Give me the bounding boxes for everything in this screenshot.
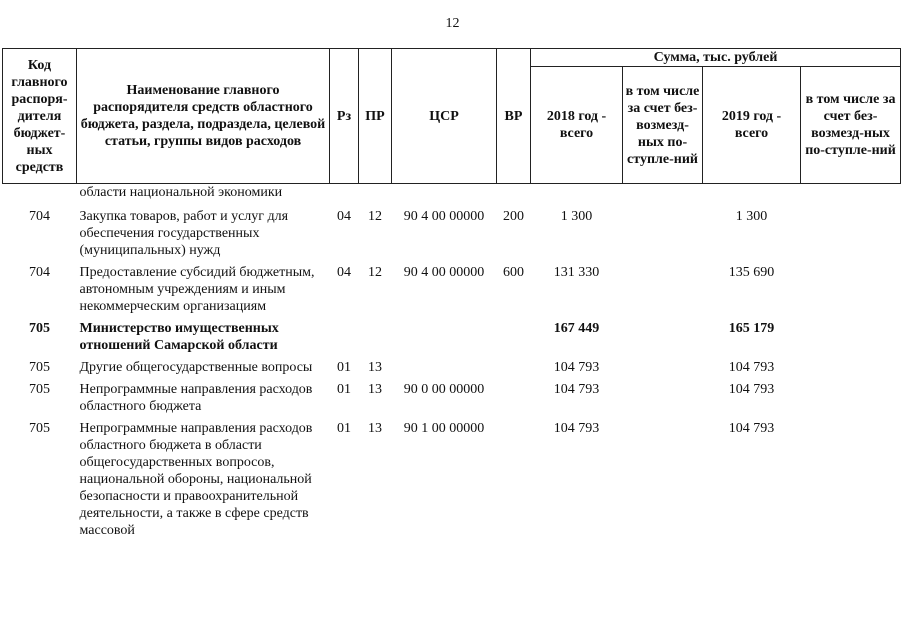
header-name: Наименование главного распорядителя средств областного бюджета, раздела, подраздела, целевой статьи, группы видов расходов <box>77 49 330 184</box>
cell-rz: 04 <box>337 265 351 280</box>
cell-2019-free <box>801 376 901 415</box>
header-code: Код главного распоря-дителя бюджет-ных средств <box>3 49 77 184</box>
cell-csr: 90 4 00 00000 <box>403 209 485 224</box>
cell-rz: 04 <box>337 209 351 224</box>
cell-name: Другие общегосударственные вопросы <box>79 360 313 375</box>
header-2018-free: в том числе за счет без-возмезд-ных по-ступле-ний <box>623 67 703 184</box>
cell-pr: 12 <box>368 265 382 280</box>
cell-name: Непрограммные направления расходов областного бюджета <box>79 382 313 414</box>
header-csr: ЦСР <box>392 49 497 184</box>
table-header <box>3 49 901 184</box>
cell-csr <box>392 184 497 202</box>
cell-2019-free <box>801 315 901 354</box>
cell-2018-free <box>623 315 703 354</box>
cell-2018-free <box>623 354 703 376</box>
cell-name: Закупка товаров, работ и услуг для обеспечения государственных (муниципальных) нужд <box>79 209 289 258</box>
cell-2019-free <box>801 354 901 376</box>
header-sum: Сумма, тыс. рублей <box>531 49 901 67</box>
cell-code <box>3 184 77 202</box>
table-row <box>3 259 901 315</box>
cell-vr <box>497 184 531 202</box>
cell-2019-total: 1 300 <box>735 209 768 224</box>
cell-vr <box>497 376 531 415</box>
cell-vr: 200 <box>503 209 524 224</box>
cell-2018-free <box>623 259 703 315</box>
cell-name: области национальной экономики <box>79 185 283 200</box>
cell-2018-total: 104 793 <box>553 382 600 397</box>
cell-csr: 90 0 00 00000 <box>403 382 485 397</box>
cell-csr: 90 4 00 00000 <box>403 265 485 280</box>
cell-2018-total <box>531 184 623 202</box>
cell-csr <box>392 315 497 354</box>
cell-rz: 01 <box>337 382 351 397</box>
header-2019-total: 2019 год - всего <box>703 67 801 184</box>
table-row <box>3 315 901 354</box>
cell-code: 705 <box>29 382 50 397</box>
cell-2018-total: 104 793 <box>553 421 600 436</box>
cell-rz <box>330 315 359 354</box>
header-2019-free: в том числе за счет без-возмезд-ных по-ступле-ний <box>801 67 901 184</box>
cell-name: Непрограммные направления расходов областного бюджета в области общегосударственных вопросов, национальной обороны, национальной безопасности и правоохранительной деятельности, а также в сфере средств массовой <box>79 421 313 538</box>
cell-vr <box>497 415 531 539</box>
cell-pr <box>359 315 392 354</box>
cell-2019-total: 104 793 <box>728 421 775 436</box>
cell-2018-free <box>623 184 703 202</box>
table-row <box>3 415 901 539</box>
cell-code: 705 <box>29 321 50 336</box>
cell-2018-total: 131 330 <box>553 265 600 280</box>
cell-2019-total: 135 690 <box>728 265 775 280</box>
cell-csr <box>392 354 497 376</box>
cell-name: Предоставление субсидий бюджетным, автономным учреждениям и иным некоммерческим организациям <box>79 265 315 314</box>
cell-rz <box>330 184 359 202</box>
cell-rz: 01 <box>337 360 351 375</box>
cell-name: Министерство имущественных отношений Самарской области <box>79 321 279 353</box>
cell-2019-total: 104 793 <box>728 382 775 397</box>
table-row <box>3 201 901 259</box>
cell-2019-free <box>801 184 901 202</box>
cell-vr: 600 <box>503 265 524 280</box>
cell-vr <box>497 354 531 376</box>
cell-code: 705 <box>29 421 50 436</box>
cell-pr: 13 <box>368 360 382 375</box>
cell-2019-total: 104 793 <box>728 360 775 375</box>
cell-2018-free <box>623 201 703 259</box>
cell-code: 705 <box>29 360 50 375</box>
table-row <box>3 376 901 415</box>
cell-2019-total: 165 179 <box>728 321 775 336</box>
table-body <box>3 184 901 540</box>
cell-2019-free <box>801 201 901 259</box>
cell-2018-free <box>623 415 703 539</box>
header-pr: ПР <box>359 49 392 184</box>
cell-2019-free <box>801 259 901 315</box>
cell-pr: 12 <box>368 209 382 224</box>
cell-csr: 90 1 00 00000 <box>403 421 485 436</box>
budget-table <box>2 48 901 539</box>
cell-2019-free <box>801 415 901 539</box>
header-2018-total: 2018 год - всего <box>531 67 623 184</box>
cell-pr: 13 <box>368 421 382 436</box>
cell-code: 704 <box>29 209 50 224</box>
cell-2018-free <box>623 376 703 415</box>
header-rz: Рз <box>330 49 359 184</box>
cell-2018-total: 167 449 <box>553 321 600 336</box>
cell-rz: 01 <box>337 421 351 436</box>
cell-vr <box>497 315 531 354</box>
page-number: 12 <box>445 16 460 31</box>
cell-2018-total: 104 793 <box>553 360 600 375</box>
cell-2018-total: 1 300 <box>560 209 593 224</box>
table-row <box>3 354 901 376</box>
table-row <box>3 184 901 202</box>
cell-pr: 13 <box>368 382 382 397</box>
cell-code: 704 <box>29 265 50 280</box>
header-vr: ВР <box>497 49 531 184</box>
cell-pr <box>359 184 392 202</box>
cell-2019-total <box>703 184 801 202</box>
